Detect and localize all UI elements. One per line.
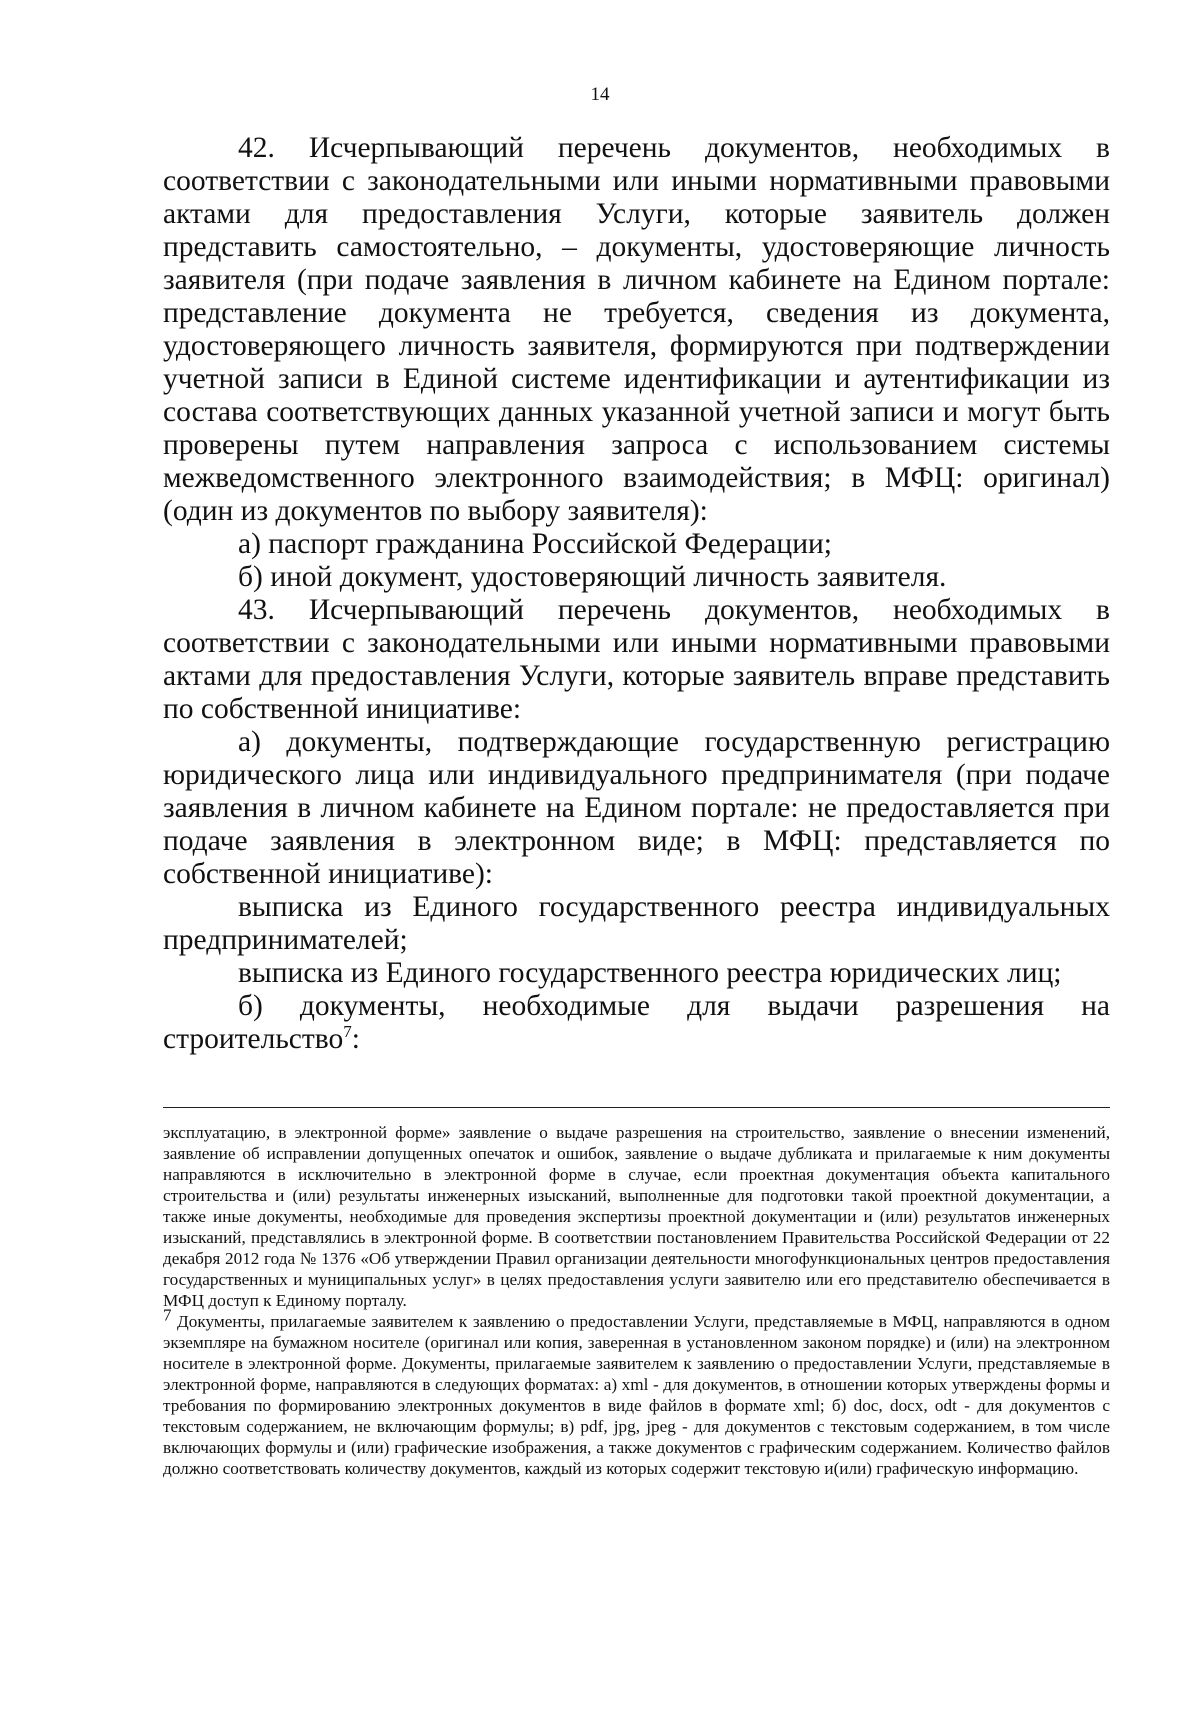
list-item-egrul-extract: выписка из Единого государственного реестра юридических лиц; <box>238 957 1062 989</box>
footnote-separator <box>163 1107 1110 1108</box>
list-item-b-other-id: б) иной документ, удостоверяющий личность заявителя. <box>238 561 947 593</box>
main-text <box>163 132 1110 1056</box>
list-item-egrip-extract: выписка из Единого государственного реестра индивидуальных предпринимателей; <box>163 891 1110 956</box>
page-number: 14 <box>590 84 610 105</box>
construction-docs-tail: : <box>351 1023 360 1055</box>
list-item-a-passport: а) паспорт гражданина Российской Федерации; <box>238 528 832 560</box>
footnote-7 <box>163 1305 1110 1479</box>
paragraph-42: 42. Исчерпывающий перечень документов, необходимых в соответствии с законодательными или иными нормативными правовыми актами для предоставления Услуги, которые заявитель должен представить самостоятельно, – документы, удостоверяющие личность заявителя (при подаче заявления в личном кабинете на Едином портале: представление документа не требуется, сведения из документа, удостоверяющего личность заявителя, формируются при подтверждении учетной записи в Единой системе идентификации и аутентификации из состава соответствующих данных указанной учетной записи и могут быть проверены путем направления запроса с использованием системы межведомственного электронного взаимодействия; в МФЦ: оригинал) (один из документов по выбору заявителя): <box>163 132 1110 527</box>
list-item-b-construction-docs <box>163 990 1110 1056</box>
footnotes <box>163 1122 1110 1479</box>
footnote-7-text: Документы, прилагаемые заявителем к заявлению о предоставлении Услуги, представляемые в МФЦ, направляются в одном экземпляре на бумажном носителе (оригинал или копия, заверенная в установленном законом порядке) и (или) на электронном носителе в электронной форме. Документы, прилагаемые заявителем к заявлению о предоставлении Услуги, представляемые в электронной форме, направляются в следующих форматах: а) xml - для документов, в отношении которых утверждены формы и требования по формированию электронных документов в виде файлов в формате xml; б) doc, docx, odt - для документов с текстовым содержанием, не включающим формулы; в) pdf, jpg, jpeg - для документов с текстовым содержанием, в том числе включающих формулы и (или) графические изображения, а также документов с графическим содержанием. Количество файлов должно соответствовать количеству документов, каждый из которых содержит текстовую и(или) графическую информацию. <box>163 1312 1110 1478</box>
paragraph-43: 43. Исчерпывающий перечень документов, необходимых в соответствии с законодательными или иными нормативными правовыми актами для предоставления Услуги, которые заявитель вправе представить по собственной инициативе: <box>163 594 1110 725</box>
footnote-ref-7: 7 <box>343 1022 352 1042</box>
footnote-continuation: эксплуатацию, в электронной форме» заявление о выдаче разрешения на строительство, заявление о внесении изменений, заявление об исправлении допущенных опечаток и ошибок, заявление о выдаче дубликата и прилагаемые к ним документы направляются в исключительно в электронной форме в случае, если проектная документация объекта капитального строительства и (или) результаты инженерных изысканий, выполненные для подготовки такой проектной документации, а также иные документы, необходимые для проведения экспертизы проектной документации и (или) результатов инженерных изысканий, представлялись в электронной форме. В соответствии постановлением Правительства Российской Федерации от 22 декабря 2012 года № 1376 «Об утверждении Правил организации деятельности многофункциональных центров предоставления государственных и муниципальных услуг» в целях предоставления услуги заявителю или его представителю обеспечивается в МФЦ доступ к Единому порталу. <box>163 1123 1110 1310</box>
footnote-7-marker: 7 <box>163 1305 172 1325</box>
construction-docs-text: б) документы, необходимые для выдачи разрешения на строительство <box>163 990 1110 1055</box>
list-item-a-registration-docs: а) документы, подтверждающие государственную регистрацию юридического лица или индивидуального предпринимателя (при подаче заявления в личном кабинете на Едином портале: не предоставляется при подаче заявления в электронном виде; в МФЦ: представляется по собственной инициативе): <box>163 726 1110 890</box>
